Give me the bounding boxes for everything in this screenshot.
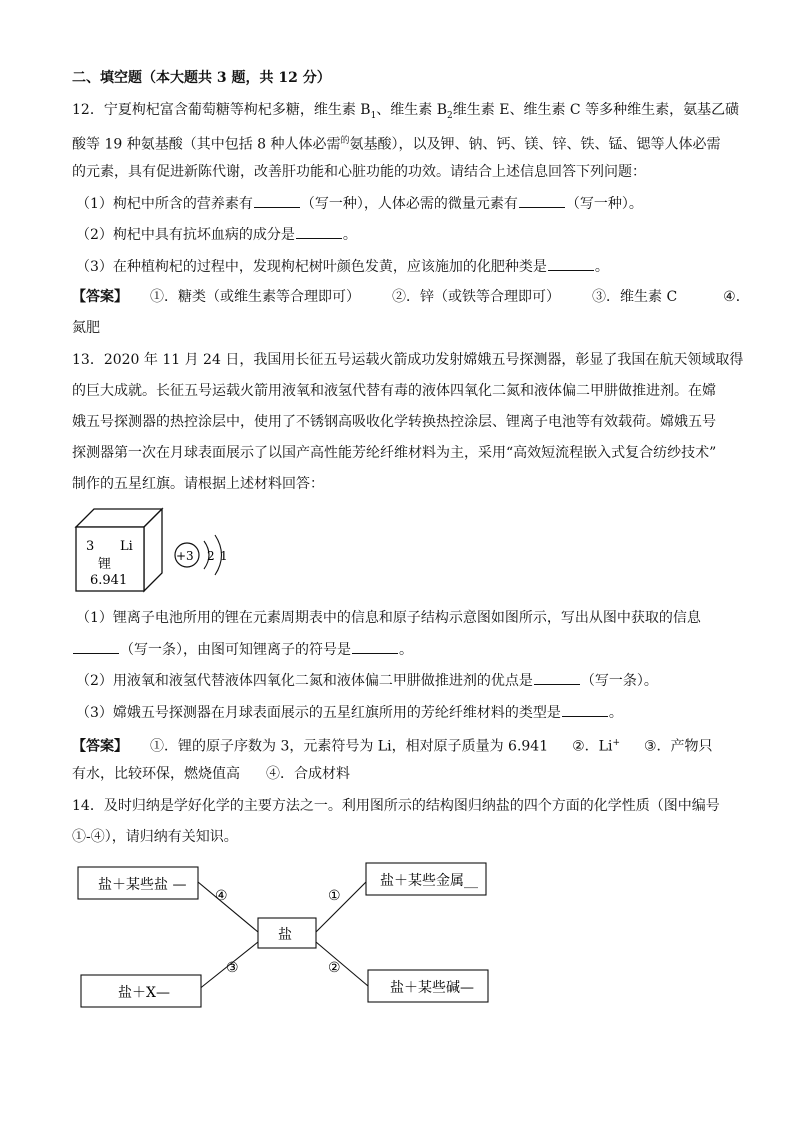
q12-answer-cont: 氮肥 [72, 320, 100, 336]
q13-part3: （3）嫦娥五号探测器在月球表面展示的五星红旗所用的芳纶纤维材料的类型是 。 [76, 702, 623, 723]
svg-text:盐: 盐 [278, 927, 292, 943]
answer-blank[interactable] [73, 639, 119, 654]
salt-properties-diagram [0, 850, 794, 1020]
section-title: 二、填空题（本大题共 3 题，共 12 分） [72, 70, 331, 86]
box-center [258, 918, 316, 948]
label-4: ④ [215, 888, 228, 904]
answer-blank[interactable] [562, 702, 608, 717]
svg-text:盐＋X—: 盐＋X— [118, 985, 170, 1001]
box-top-left [78, 867, 198, 899]
answer-tag: 【答案】 [72, 738, 128, 755]
q13-line4: 探测器第一次在月球表面展示了以国产高性能芳纶纤维材料为主，采用“高效短流程嵌入式复合纺纱技术” [72, 445, 717, 461]
answer-blank[interactable] [534, 670, 580, 685]
box-top-right [366, 863, 486, 895]
q12-line3: 的元素，具有促进新陈代谢，改善肝功能和心脏功能的功效。请结合上述信息回答下列问题： [72, 164, 646, 180]
q12-line1: 12．宁夏枸杞富含葡萄糖等枸杞多糖，维生素 $B_1$、维生素 $B_2$维生素 E、维生素 C 等多种维生素，氨基乙磺 [72, 102, 740, 121]
q13-part2: （2）用液氧和液氢代替液体四氧化二氮和液体偏二甲肼做推进剂的优点是 （写一条）。 [76, 670, 658, 691]
q12-part1: （1）枸杞中所含的营养素有 （写一种），人体必需的微量元素有 （写一种）。 [76, 193, 643, 214]
shell1-electrons: 2 [207, 549, 215, 563]
element-symbol: Li [120, 539, 133, 554]
atomic-mass: 6.941 [90, 573, 128, 588]
atom-structure-diagram [175, 535, 228, 575]
answer-blank[interactable] [352, 639, 398, 654]
q12-line2: 酸等 19 种氨基酸（其中包括 8 种人体必需$^的$氨基酸），以及钾、钠、钙、镁、锌、铁、锰、锶等人体必需 [72, 136, 721, 153]
element-figure [72, 505, 242, 597]
q12-part2: （2）枸杞中具有抗坏血病的成分是 。 [76, 224, 357, 245]
answer-tag: 【答案】 [72, 289, 128, 305]
q13-line2: 的巨大成就。长征五号运载火箭用液氧和液氢代替有毒的液体四氧化二氮和液体偏二甲肼做推进剂。在嫦 [72, 383, 716, 399]
shell2-electrons: 1 [220, 549, 228, 563]
q13-part1-cont: （写一条），由图可知锂离子的符号是 。 [72, 639, 413, 660]
q13-line3: 娥五号探测器的热控涂层中，使用了不锈钢高吸收化学转换热控涂层、锂离子电池等有效载荷。嫦娥五号 [72, 414, 716, 430]
box-bottom-right [368, 970, 488, 1002]
box-bottom-left [81, 975, 201, 1007]
label-2: ② [328, 960, 341, 976]
answer-blank[interactable] [519, 193, 565, 208]
label-3: ③ [226, 960, 239, 976]
q13-line5: 制作的五星红旗。请根据上述材料回答： [72, 476, 324, 492]
q14-line2: ①-④），请归纳有关知识。 [72, 829, 238, 845]
answer-blank[interactable] [296, 224, 342, 239]
q14-line1: 14．及时归纳是学好化学的主要方法之一。利用图所示的结构图归纳盐的四个方面的化学性质（图中编号 [72, 798, 720, 814]
nucleus-charge: +3 [176, 549, 194, 563]
label-1: ① [328, 888, 341, 904]
svg-text:盐＋某些盐 —: 盐＋某些盐 — [98, 877, 187, 893]
atomic-number: 3 [86, 539, 95, 554]
q13-answer: 【答案】 ①．锂的原子序数为 3，元素符号为 Li，相对原子质量为 6.941 ②．Li+ ③．产物只 [72, 738, 713, 755]
element-name: 锂 [98, 557, 112, 572]
element-cube [76, 509, 162, 591]
q13-answer-cont: 有水，比较环保，燃烧值高 ④．合成材料 [72, 766, 350, 782]
svg-text:盐＋某些碱—: 盐＋某些碱— [390, 980, 474, 996]
q12-part3: （3）在种植枸杞的过程中，发现枸杞树叶颜色发黄，应该施加的化肥种类是 。 [76, 256, 609, 277]
answer-blank[interactable] [254, 193, 300, 208]
q13-line1: 13．2020 年 11 月 24 日，我国用长征五号运载火箭成功发射嫦娥五号探测器，彰显了我国在航天领域取得 [72, 352, 744, 368]
q13-part1: （1）锂离子电池所用的锂在元素周期表中的信息和原子结构示意图如图所示，写出从图中获取的信息 [76, 610, 701, 626]
answer-blank[interactable] [548, 256, 594, 271]
svg-text:盐＋某些金属__: 盐＋某些金属__ [380, 873, 478, 889]
q12-answer: 【答案】 ①．糖类（或维生素等合理即可） ②．锌（或铁等合理即可） ③．维生素 C ④． [72, 289, 750, 305]
